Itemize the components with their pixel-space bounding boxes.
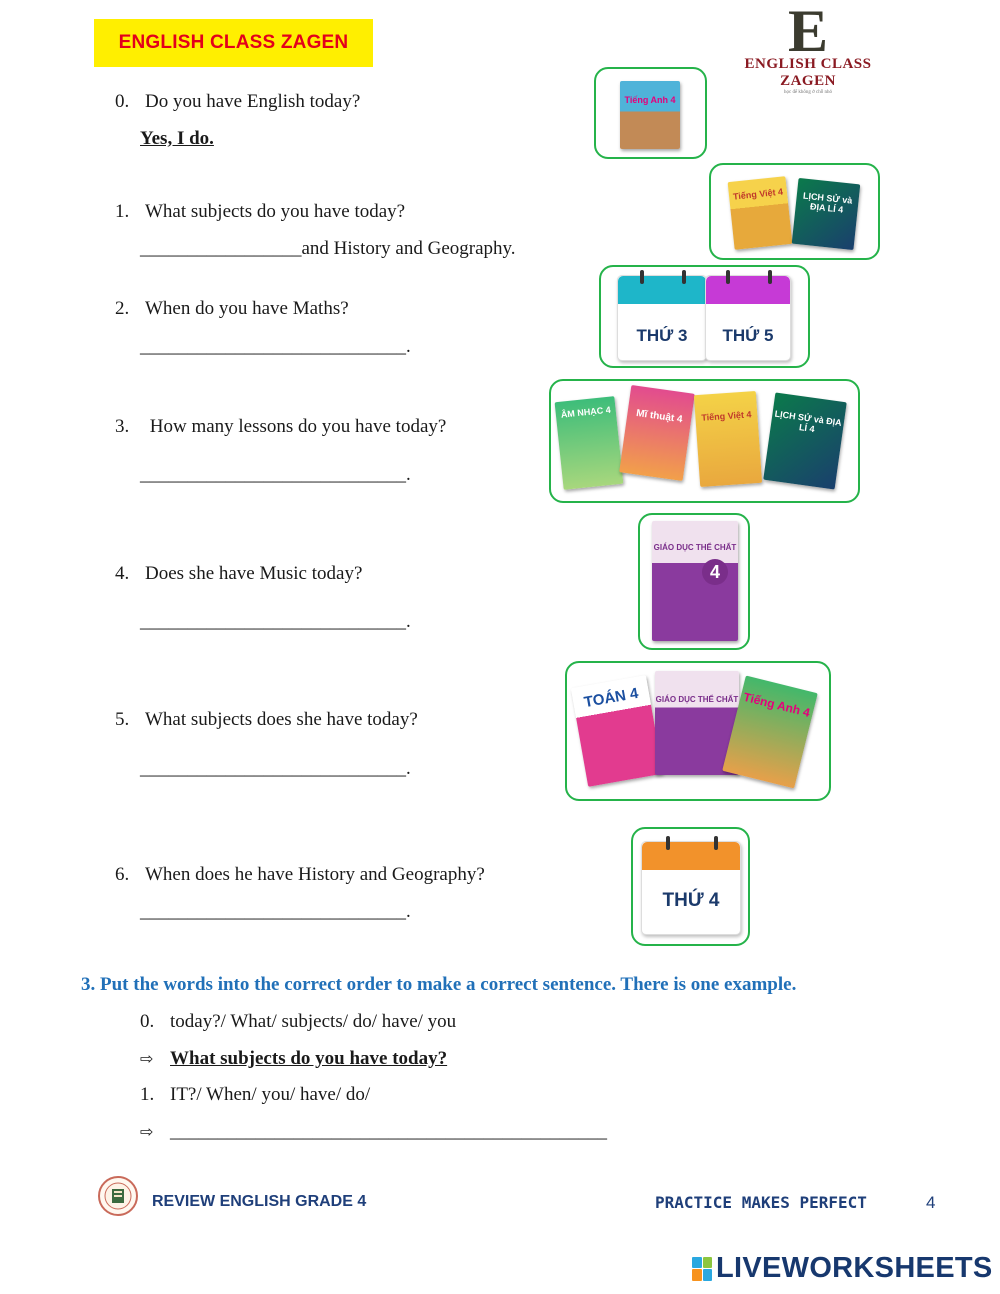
question-1 — [115, 201, 405, 223]
history-book-icon — [792, 178, 861, 250]
logo-tagline: học để không ở chỗ nhỏ — [783, 90, 833, 95]
art-book-icon — [619, 385, 695, 481]
question-3 — [115, 416, 446, 438]
question-number: 3. — [115, 416, 130, 437]
calendar-thu5-icon — [705, 275, 791, 361]
calendar-label: THỨ 3 — [636, 326, 688, 345]
item-number: 0. — [140, 1011, 155, 1032]
four-books-picture — [549, 379, 860, 503]
pe-book-icon — [652, 521, 738, 641]
book-title: LỊCH SỬ và ĐỊA LÍ 4 — [802, 190, 853, 215]
calendar-thu3-icon — [617, 275, 707, 361]
book-title: GIÁO DỤC THỂ CHẤT — [655, 695, 739, 704]
viet-book-icon — [728, 176, 793, 250]
english-book-icon — [620, 81, 680, 149]
liveworksheets-brand[interactable] — [692, 1252, 993, 1285]
history-day-picture — [631, 827, 750, 946]
item-words: today?/ What/ subjects/ do/ have/ you — [170, 1011, 457, 1032]
question-text: When does he have History and Geography? — [145, 864, 485, 885]
book-title: Mĩ thuật 4 — [635, 407, 684, 426]
question-number: 2. — [115, 298, 130, 319]
book-title: Tiếng Anh 4 — [742, 689, 812, 720]
answer-0: Yes, I do. — [140, 128, 214, 149]
page-number: 4 — [926, 1193, 936, 1212]
question-text: Does she have Music today? — [145, 563, 363, 584]
order-answer-1 — [140, 1121, 607, 1143]
book-title: ÂM NHẠC 4 — [560, 404, 612, 420]
maths-days-picture — [599, 265, 810, 368]
book-title: GIÁO DỤC THỂ CHẤT — [653, 543, 737, 552]
question-5 — [115, 709, 418, 731]
question-text: What subjects do you have today? — [145, 201, 406, 222]
book-number: 4 — [702, 559, 728, 585]
answer-6[interactable]: ____________________________. — [140, 901, 411, 922]
question-number: 0. — [115, 91, 130, 112]
logo — [728, 0, 888, 95]
question-text: How many lessons do you have today? — [145, 416, 447, 437]
order-item-0 — [140, 1011, 456, 1033]
question-0 — [115, 91, 360, 113]
arrow-icon: ⇨ — [140, 1049, 154, 1068]
header-badge: ENGLISH CLASS ZAGEN — [94, 19, 373, 67]
pe-book-picture — [638, 513, 750, 650]
item-words: IT?/ When/ you/ have/ do/ — [170, 1084, 371, 1105]
music-book-icon — [555, 396, 624, 490]
question-text: Do you have English today? — [145, 91, 361, 112]
question-2 — [115, 298, 349, 320]
book-title: Tiếng Việt 4 — [732, 186, 784, 202]
book-title: LỊCH SỬ và ĐỊA LÍ 4 — [774, 408, 843, 435]
calendar-label: THỨ 4 — [662, 890, 720, 911]
question-number: 1. — [115, 201, 130, 222]
history-book-icon — [763, 392, 847, 489]
order-item-1 — [140, 1084, 370, 1106]
answer-5[interactable]: ____________________________. — [140, 758, 411, 779]
question-number: 6. — [115, 864, 130, 885]
question-number: 5. — [115, 709, 130, 730]
answer-4[interactable]: ____________________________. — [140, 611, 411, 632]
logo-letter: E — [787, 0, 829, 64]
footer-logo — [98, 1176, 138, 1216]
calendar-label: THỨ 5 — [722, 326, 774, 345]
book-title: Tiếng Việt 4 — [701, 409, 752, 423]
english-book-picture — [594, 67, 707, 159]
book-title: Tiếng Anh 4 — [624, 95, 676, 105]
book-title: TOÁN 4 — [582, 684, 640, 712]
question-6 — [115, 864, 485, 886]
item-answer[interactable]: ______________________________________________ — [170, 1121, 607, 1142]
question-number: 4. — [115, 563, 130, 584]
answer-1[interactable]: _________________and History and Geography. — [140, 238, 516, 259]
order-answer-0 — [140, 1048, 447, 1070]
footer-right: PRACTICE MAKES PERFECT — [655, 1193, 867, 1212]
section-3-title: 3. Put the words into the correct order to make a correct sentence. There is one example. — [81, 974, 797, 995]
calendar-thu4-icon — [641, 841, 741, 935]
liveworksheets-cubes-icon — [692, 1257, 712, 1281]
answer-3[interactable]: ____________________________. — [140, 464, 411, 485]
footer-left: REVIEW ENGLISH GRADE 4 — [152, 1193, 367, 1210]
liveworksheets-text: LIVEWORKSHEETS — [716, 1252, 993, 1284]
viet-book-icon — [694, 391, 762, 487]
maths-book-icon — [571, 675, 663, 787]
item-answer: What subjects do you have today? — [170, 1048, 448, 1069]
footer-logo-emblem-icon — [103, 1181, 133, 1211]
logo-name: ENGLISH CLASS ZAGEN — [744, 56, 872, 89]
question-text: What subjects does she have today? — [145, 709, 418, 730]
item-number: 1. — [140, 1084, 155, 1105]
viet-history-picture — [709, 163, 880, 260]
arrow-icon: ⇨ — [140, 1122, 154, 1141]
answer-2[interactable]: ____________________________. — [140, 336, 411, 357]
three-books-picture — [565, 661, 831, 801]
question-text: When do you have Maths? — [145, 298, 349, 319]
question-4 — [115, 563, 362, 585]
